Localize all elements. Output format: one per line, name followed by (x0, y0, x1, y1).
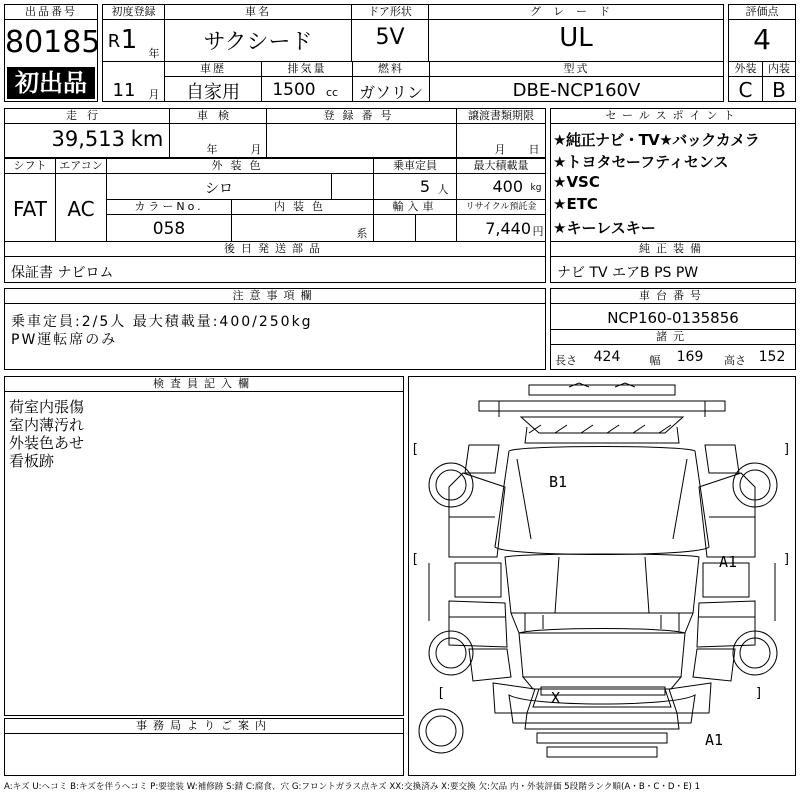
chassis-label: 車台番号 (551, 289, 795, 304)
damage-mark-b1: B1 (549, 473, 568, 491)
later-parts-box (4, 241, 546, 283)
import-label: 輸入車 (374, 200, 456, 215)
insp-month: 月 (250, 143, 262, 156)
ext-int-box (728, 61, 796, 102)
damage-diagram (408, 376, 796, 776)
lot-box (4, 4, 101, 102)
damage-mark-a1-right: A1 (719, 553, 738, 571)
transfer-label: 譲渡書類期限 (457, 109, 545, 124)
mileage-unit: km (130, 127, 164, 151)
score-label: 評価点 (729, 5, 795, 20)
capacity-unit: 人 (437, 183, 449, 196)
mileage-label: 走行 (5, 109, 169, 124)
sales-point-item: ★ETC (553, 195, 598, 213)
lot-label: 出品番号 (5, 5, 97, 20)
load: 400 (492, 177, 523, 196)
office-box (4, 718, 404, 776)
model-label: 型式 (430, 62, 723, 77)
inspector-line: 荷室内張傷 (9, 398, 85, 416)
fuel: ガソリン (358, 83, 423, 102)
history: 自家用 (186, 82, 240, 103)
door-label: ドア形状 (352, 5, 428, 20)
insp-year: 年 (206, 143, 218, 156)
inspector-line: 外装色あせ (9, 434, 85, 452)
sales-point-item: ★キーレスキー (553, 219, 656, 237)
year-unit: 年 (148, 47, 160, 60)
dims-box (550, 329, 796, 370)
fuel-label: 燃料 (353, 62, 429, 77)
equipment-value: ナビ TV エアB PS PW (557, 265, 699, 281)
reg-label: 初度登録 (103, 5, 164, 20)
bracket-right-mid: ] (783, 552, 791, 567)
shift-label: シフト (5, 159, 55, 174)
interior-label: 内装 (763, 62, 795, 77)
displacement: 1500 (272, 80, 316, 100)
office-label: 事務局よりご案内 (5, 719, 403, 734)
int-color-label: 内装色 (232, 200, 373, 215)
equipment-box (550, 241, 796, 283)
recycle-label: リサイクル預託金 (457, 200, 545, 215)
ac: AC (67, 197, 95, 221)
recycle-unit: 円 (532, 225, 544, 238)
width: 169 (676, 349, 704, 365)
bracket-right-top: ] (783, 442, 791, 457)
plate-label: 登録番号 (267, 109, 456, 124)
displacement-unit: cc (325, 86, 339, 99)
bracket-left-mid: [ (411, 552, 419, 567)
mileage-box (4, 108, 546, 158)
spec-box (4, 158, 546, 242)
reg-year: 1 (120, 25, 138, 55)
bracket-right-bottom: ] (755, 686, 763, 701)
inspection-label: 車検 (170, 109, 266, 124)
sales-point-item: ★VSC (553, 173, 600, 191)
car-diagram-svg (409, 377, 795, 775)
mileage-value: 39,513 (51, 127, 125, 151)
sales-point-item: ★トヨタセーフティセンス (553, 153, 729, 171)
header-bottom-box (102, 61, 724, 102)
grade-label: グレード (429, 5, 723, 20)
reg-month: 11 (112, 80, 136, 101)
length-label: 長さ (555, 354, 577, 367)
grade: UL (559, 23, 593, 53)
sales-point-item: ★純正ナビ・TV★バックカメラ (553, 131, 760, 149)
colorno: 058 (152, 219, 186, 239)
load-label: 最大積載量 (457, 159, 545, 174)
notes-label: 注意事項欄 (5, 289, 545, 304)
displacement-label: 排気量 (262, 62, 352, 77)
lot-number: 80185 (5, 25, 101, 60)
color-label: 外装色 (107, 159, 373, 174)
ac-label: エアコン (56, 159, 106, 174)
chassis-box (550, 288, 796, 330)
legend: A:キズ U:ヘコミ B:キズを伴うヘコミ P:要塗装 W:補修跡 S:錆 C:腐食、穴 G:フロントガラス点キズ XX:交換済み X:要交換 欠:欠品 内・外装評価 5段階ランク順(A・B・C・D・E) 1 (4, 782, 701, 792)
load-unit: kg (530, 183, 542, 193)
shift: FAT (12, 197, 47, 221)
month-unit: 月 (148, 88, 160, 101)
model-code: DBE-NCP160V (512, 80, 641, 101)
capacity-label: 乗車定員 (374, 159, 456, 174)
notes-line-2: PW運転席のみ (11, 332, 118, 348)
sales-points-box (550, 108, 796, 242)
first-listing-badge: 初出品 (7, 67, 95, 99)
bracket-left-bottom: [ (437, 686, 445, 701)
equipment-label: 純正装備 (551, 242, 795, 257)
colorno-label: カラーNo. (107, 200, 231, 215)
interior-grade: B (772, 78, 786, 102)
damage-mark-x: X (551, 689, 561, 707)
reg-era: R (107, 31, 121, 52)
later-parts-label: 後日発送部品 (5, 242, 545, 257)
later-parts-value: 保証書 ナビロム (11, 265, 114, 281)
height-label: 高さ (724, 354, 746, 367)
exterior-label: 外装 (729, 62, 762, 77)
score-box (728, 4, 796, 62)
width-label: 幅 (649, 354, 661, 367)
car-name: サクシード (203, 30, 313, 55)
notes-line-1: 乗車定員:2/5人 最大積載量:400/250kg (11, 314, 313, 330)
color: シロ (205, 181, 233, 197)
capacity: 5 (419, 177, 430, 196)
exterior-grade: C (738, 78, 753, 102)
transfer-day: 日 (528, 143, 540, 156)
score: 4 (753, 23, 771, 56)
inspector-line: 室内薄汚れ (9, 416, 85, 434)
sales-points-label: セールスポイント (551, 109, 795, 124)
transfer-month: 月 (494, 143, 506, 156)
length: 424 (593, 349, 621, 365)
height: 152 (758, 349, 786, 365)
chassis-value: NCP160-0135856 (607, 309, 739, 327)
dims-label: 諸元 (551, 330, 795, 345)
history-label: 車歴 (165, 62, 261, 77)
inspector-line: 看板跡 (9, 452, 55, 470)
bracket-left-top: [ (411, 442, 419, 457)
doors: 5V (375, 25, 405, 50)
int-color-unit: 系 (356, 227, 368, 240)
notes-box (4, 288, 546, 370)
car-name-label: 車名 (165, 5, 351, 20)
inspector-box (4, 376, 404, 716)
recycle: 7,440 (485, 219, 531, 238)
inspector-label: 検査員記入欄 (5, 377, 403, 392)
header-top-box (102, 4, 724, 62)
damage-mark-a1-bottom: A1 (705, 731, 724, 749)
